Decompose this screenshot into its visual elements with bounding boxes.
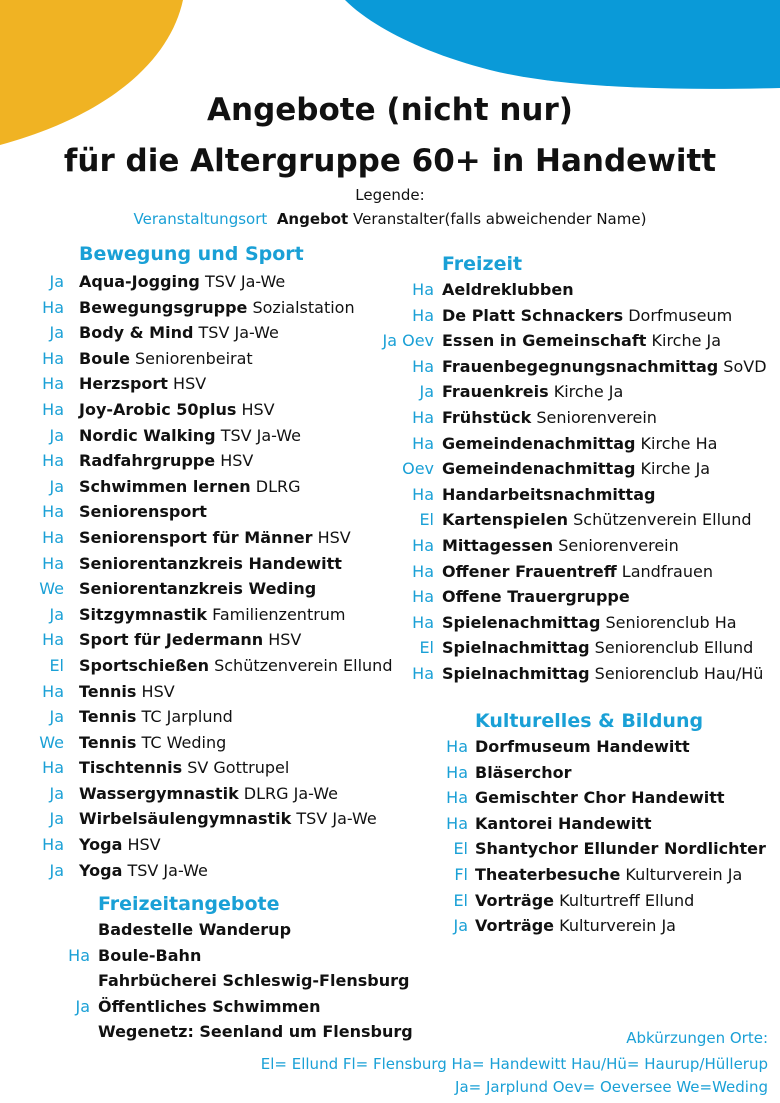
offer-entry: [475, 836, 766, 862]
offer-name: Fahrbücherei Schleswig-Flensburg: [98, 971, 410, 991]
organizer-name: DLRG: [255, 476, 301, 496]
offer-name: Nordic Walking: [79, 425, 216, 445]
list-item: [0, 730, 410, 756]
offer-name: Handarbeitsnachmittag: [442, 484, 656, 504]
offer-name: Essen in Gemeinschaft: [442, 331, 647, 351]
organizer-name: Sozialstation: [252, 297, 355, 317]
organizer-name: HSV: [141, 681, 175, 701]
list-item: [0, 346, 410, 372]
offer-entry: [79, 397, 275, 423]
offer-entry: [442, 277, 574, 303]
offer-entry: [442, 635, 753, 661]
location-code: Ha: [42, 451, 64, 471]
list-item: [0, 704, 410, 730]
location-code: Ha: [42, 630, 64, 650]
offer-name: Wegenetz: Seenland um Flensburg: [98, 1022, 413, 1042]
offer-entry: [475, 811, 651, 837]
offer-entry: [442, 431, 717, 457]
list-item: [0, 781, 410, 807]
offer-entry: [98, 943, 201, 969]
offer-name: Mittagessen: [442, 535, 554, 555]
list-item: [400, 785, 775, 811]
list-item: [0, 397, 410, 423]
blue-corner-shape: [330, 0, 780, 95]
location-code: Ja: [453, 916, 468, 936]
list-item: [400, 913, 775, 939]
list-item: [370, 661, 775, 687]
offer-name: Bewegungsgruppe: [79, 297, 248, 317]
offer-name: Seniorensport: [79, 502, 207, 522]
offer-name: Shantychor Ellunder Nordlichter: [475, 839, 766, 859]
organizer-name: Dorfmuseum: [628, 305, 733, 325]
offer-entry: [79, 781, 338, 807]
location-code: Ja: [49, 425, 64, 445]
offer-name: Herzsport: [79, 374, 168, 394]
list-item: [0, 679, 410, 705]
location-code: Ha: [412, 663, 434, 683]
location-code: Ha: [42, 758, 64, 778]
location-code: Ha: [412, 280, 434, 299]
offer-name: Seniorentanzkreis Handewitt: [79, 553, 342, 573]
list-item: [0, 755, 410, 781]
offer-entry: [442, 533, 679, 559]
offer-entry: [442, 303, 732, 329]
location-code: Ja: [49, 323, 64, 343]
offer-name: Gemeindenachmittag: [442, 433, 636, 453]
offer-entry: [79, 832, 161, 858]
abbreviations-title: Abkürzungen Orte:: [626, 1029, 768, 1047]
offer-entry: [79, 653, 392, 679]
offer-entry: [79, 627, 301, 653]
list-item: [370, 610, 775, 636]
offer-entry: [79, 525, 351, 551]
list-item: [0, 653, 410, 679]
offer-name: Boule-Bahn: [98, 945, 202, 965]
offer-entry: [98, 1019, 413, 1045]
list-item: [400, 862, 775, 888]
organizer-name: Kirche Ja: [553, 382, 624, 402]
location-code: Ha: [446, 813, 468, 833]
location-code: Ja: [49, 707, 64, 727]
page-title-line-2: für die Altergruppe 60+ in Handewitt: [63, 143, 717, 179]
offer-name: Sitzgymnastik: [79, 604, 208, 624]
location-code: Ha: [42, 348, 64, 368]
legend-organizer: Veranstalter(falls abweichender Name): [353, 210, 647, 228]
list-item: [0, 1019, 413, 1045]
offer-entry: [79, 679, 175, 705]
location-code: Fl: [454, 864, 468, 884]
offer-name: Joy-Arobic 50plus: [79, 399, 237, 419]
offer-name: Sport für Jedermann: [79, 630, 264, 650]
organizer-name: TSV Ja-We: [127, 860, 208, 880]
offer-name: Bläserchor: [475, 762, 572, 782]
location-code: We: [39, 732, 64, 752]
list-item: [370, 456, 775, 482]
list-item: [0, 551, 410, 577]
list-item: [0, 994, 410, 1020]
list-item: [0, 943, 410, 969]
organizer-name: Kirche Ha: [640, 433, 718, 453]
location-code: Ha: [412, 356, 434, 376]
offer-entry: [79, 371, 206, 397]
list-item: [0, 576, 410, 602]
list-item: [0, 423, 410, 449]
offer-name: Aeldreklubben: [442, 280, 574, 299]
offer-name: Body & Mind: [79, 323, 194, 343]
organizer-name: Seniorenclub Ellund: [594, 638, 754, 658]
offer-entry: [475, 760, 572, 786]
offer-entry: [442, 507, 752, 533]
list-item: [0, 917, 410, 943]
offer-name: Spielnachmittag: [442, 638, 590, 658]
list-item: [0, 806, 410, 832]
offer-name: Öffentliches Schwimmen: [98, 996, 321, 1016]
offer-entry: [79, 704, 233, 730]
list-item: [400, 734, 775, 760]
location-code: Ja: [49, 809, 64, 829]
list-item: [370, 405, 775, 431]
organizer-name: HSV: [241, 399, 275, 419]
list-item: [370, 431, 775, 457]
list-item: [0, 627, 410, 653]
location-code: Ha: [68, 945, 90, 965]
location-code: Ha: [412, 587, 434, 607]
offer-entry: [79, 295, 355, 321]
location-code: El: [453, 890, 468, 910]
offer-name: Seniorentanzkreis Weding: [79, 579, 317, 599]
offer-name: Vorträge: [475, 916, 555, 936]
organizer-name: Kulturtreff Ellund: [559, 890, 695, 910]
location-code: Ha: [42, 399, 64, 419]
section-title-kultur: Kulturelles & Bildung: [475, 710, 704, 732]
offer-entry: [79, 423, 301, 449]
list-item: [370, 635, 775, 661]
offer-entry: [79, 858, 208, 884]
organizer-name: Familienzentrum: [212, 604, 346, 624]
location-code: Ha: [42, 502, 64, 522]
location-code: Ha: [42, 374, 64, 394]
offer-entry: [442, 456, 710, 482]
offer-entry: [98, 994, 321, 1020]
offer-name: Dorfmuseum Handewitt: [475, 737, 690, 756]
offer-entry: [79, 551, 342, 577]
location-code: Ja: [49, 783, 64, 803]
offer-entry: [79, 806, 377, 832]
location-code: Ja Oev: [382, 331, 434, 351]
organizer-name: HSV: [317, 527, 351, 547]
location-code: El: [453, 839, 468, 859]
list-item: [0, 858, 410, 884]
offer-name: Offener Frauentreff: [442, 561, 617, 581]
offer-entry: [442, 559, 713, 585]
list-item: [370, 303, 775, 329]
offer-entry: [442, 610, 737, 636]
offer-name: Aqua-Jogging: [79, 272, 200, 291]
location-code: El: [419, 510, 434, 530]
offer-entry: [98, 968, 409, 994]
offer-entry: [79, 474, 301, 500]
list-item: [0, 295, 410, 321]
location-code: Ja: [49, 604, 64, 624]
page-title-line-1: Angebote (nicht nur): [207, 92, 573, 128]
location-code: Ha: [42, 681, 64, 701]
list-item: [0, 474, 410, 500]
offer-entry: [475, 734, 690, 760]
list-item: [0, 320, 410, 346]
list-item: [400, 760, 775, 786]
location-code: Ha: [446, 762, 468, 782]
organizer-name: HSV: [173, 374, 207, 394]
organizer-name: Landfrauen: [621, 561, 713, 581]
organizer-name: Kirche Ja: [651, 331, 722, 351]
organizer-name: TSV Ja-We: [198, 323, 279, 343]
legend-offer: Angebot: [276, 210, 349, 228]
offer-name: Tennis: [79, 707, 137, 727]
offer-name: Yoga: [79, 860, 123, 880]
list-freizeit: [370, 277, 775, 687]
list-item: [370, 379, 775, 405]
location-code: Ja: [49, 272, 64, 291]
location-code: Ha: [412, 484, 434, 504]
location-code: We: [39, 579, 64, 599]
organizer-name: Kulturverein Ja: [559, 916, 676, 936]
offer-name: Theaterbesuche: [475, 864, 621, 884]
offer-entry: [79, 448, 253, 474]
location-code: Oev: [402, 459, 434, 479]
offer-entry: [442, 482, 655, 508]
location-code: Ha: [42, 527, 64, 547]
offer-name: Boule: [79, 348, 130, 368]
abbreviations-line-2: Ja= Jarplund Oev= Oeversee We=Weding: [455, 1078, 768, 1096]
offer-name: Tischtennis: [79, 758, 183, 778]
list-item: [0, 832, 410, 858]
organizer-name: TSV Ja-We: [204, 272, 286, 291]
offer-entry: [79, 499, 207, 525]
list-kultur: [400, 734, 775, 939]
legend-location: Veranstaltungsort: [133, 210, 268, 228]
offer-name: Kantorei Handewitt: [475, 813, 652, 833]
list-item: [370, 328, 775, 354]
list-item: [370, 507, 775, 533]
offer-entry: [475, 888, 694, 914]
organizer-name: Seniorenclub Hau/Hü: [594, 663, 764, 683]
offer-entry: [442, 661, 763, 687]
organizer-name: SV Gottrupel: [187, 758, 290, 778]
organizer-name: Seniorenverein: [558, 535, 679, 555]
organizer-name: Schützenverein Ellund: [573, 510, 752, 530]
organizer-name: TC Weding: [141, 732, 227, 752]
section-title-freizeitangebote: Freizeitangebote: [98, 893, 280, 915]
list-freizeitangebote: [0, 917, 413, 1045]
legend-label: Legende:: [355, 186, 425, 204]
offer-name: Offene Trauergruppe: [442, 587, 630, 607]
offer-name: Tennis: [79, 732, 137, 752]
yellow-corner-shape: [0, 0, 200, 150]
offer-name: Frauenkreis: [442, 382, 549, 402]
legend-line: [0, 210, 780, 228]
location-code: Ha: [412, 305, 434, 325]
offer-name: Yoga: [79, 835, 123, 855]
offer-entry: [79, 269, 285, 295]
offer-name: Frühstück: [442, 407, 532, 427]
offer-name: Schwimmen lernen: [79, 476, 251, 496]
location-code: Ha: [412, 612, 434, 632]
organizer-name: Kirche Ja: [640, 459, 711, 479]
offer-name: Vorträge: [475, 890, 555, 910]
organizer-name: TC Jarplund: [141, 707, 233, 727]
list-item: [0, 525, 410, 551]
location-code: Ja: [49, 476, 64, 496]
organizer-name: Schützenverein Ellund: [214, 655, 393, 675]
organizer-name: Kulturverein Ja: [625, 864, 743, 884]
location-code: Ha: [42, 553, 64, 573]
location-code: Ja: [419, 382, 434, 402]
offer-name: Wassergymnastik: [79, 783, 239, 803]
location-code: Ha: [412, 561, 434, 581]
offer-name: Tennis: [79, 681, 137, 701]
organizer-name: Seniorenbeirat: [135, 348, 253, 368]
organizer-name: HSV: [268, 630, 302, 650]
location-code: El: [49, 655, 64, 675]
organizer-name: Seniorenclub Ha: [605, 612, 737, 632]
location-code: Ha: [446, 788, 468, 808]
list-item: [0, 269, 410, 295]
offer-name: Gemeindenachmittag: [442, 459, 636, 479]
offer-name: Spielenachmittag: [442, 612, 601, 632]
location-code: Ja: [49, 860, 64, 880]
offer-entry: [79, 602, 346, 628]
offer-entry: [79, 730, 226, 756]
location-code: Ha: [42, 835, 64, 855]
location-code: Ha: [412, 535, 434, 555]
list-item: [400, 888, 775, 914]
section-title-freizeit: Freizeit: [442, 253, 523, 275]
location-code: Ha: [412, 433, 434, 453]
offer-name: Badestelle Wanderup: [98, 920, 292, 939]
abbreviations-line-1: El= Ellund Fl= Flensburg Ha= Handewitt Hau/Hü= Haurup/Hüllerup: [260, 1055, 768, 1073]
offer-entry: [475, 785, 725, 811]
organizer-name: DLRG Ja-We: [243, 783, 339, 803]
location-code: Ha: [412, 407, 434, 427]
offer-entry: [442, 405, 657, 431]
offer-entry: [79, 576, 316, 602]
list-item: [370, 277, 775, 303]
list-item: [370, 559, 775, 585]
offer-entry: [442, 354, 767, 380]
offer-entry: [98, 917, 291, 943]
offer-name: Sportschießen: [79, 655, 209, 675]
offer-entry: [475, 913, 676, 939]
section-title-sport: Bewegung und Sport: [79, 243, 304, 265]
offer-name: Wirbelsäulengymnastik: [79, 809, 292, 829]
offer-name: De Platt Schnackers: [442, 305, 624, 325]
organizer-name: HSV: [127, 835, 161, 855]
list-item: [400, 836, 775, 862]
offer-entry: [79, 346, 253, 372]
offer-name: Gemischter Chor Handewitt: [475, 788, 725, 808]
offer-entry: [79, 755, 289, 781]
list-item: [370, 584, 775, 610]
organizer-name: SoVD: [723, 356, 767, 376]
list-item: [370, 482, 775, 508]
offer-entry: [442, 584, 630, 610]
location-code: Ja: [75, 996, 90, 1016]
list-item: [0, 371, 410, 397]
offer-entry: [442, 379, 623, 405]
offer-name: Radfahrgruppe: [79, 451, 216, 471]
offer-name: Kartenspielen: [442, 510, 569, 530]
organizer-name: HSV: [220, 451, 254, 471]
location-code: El: [419, 638, 434, 658]
organizer-name: TSV Ja-We: [220, 425, 302, 445]
list-item: [370, 533, 775, 559]
list-item: [0, 448, 410, 474]
offer-name: Spielnachmittag: [442, 663, 590, 683]
location-code: Ha: [42, 297, 64, 317]
organizer-name: Seniorenverein: [536, 407, 657, 427]
offer-entry: [79, 320, 279, 346]
list-item: [0, 602, 410, 628]
list-item: [370, 354, 775, 380]
location-code: Ha: [446, 737, 468, 756]
list-item: [0, 499, 410, 525]
organizer-name: TSV Ja-We: [296, 809, 377, 829]
list-item: [400, 811, 775, 837]
list-item: [0, 968, 410, 994]
offer-entry: [442, 328, 721, 354]
offer-name: Frauenbegegnungsnachmittag: [442, 356, 719, 376]
offer-name: Seniorensport für Männer: [79, 527, 313, 547]
offer-entry: [475, 862, 742, 888]
list-sport: [0, 269, 410, 883]
